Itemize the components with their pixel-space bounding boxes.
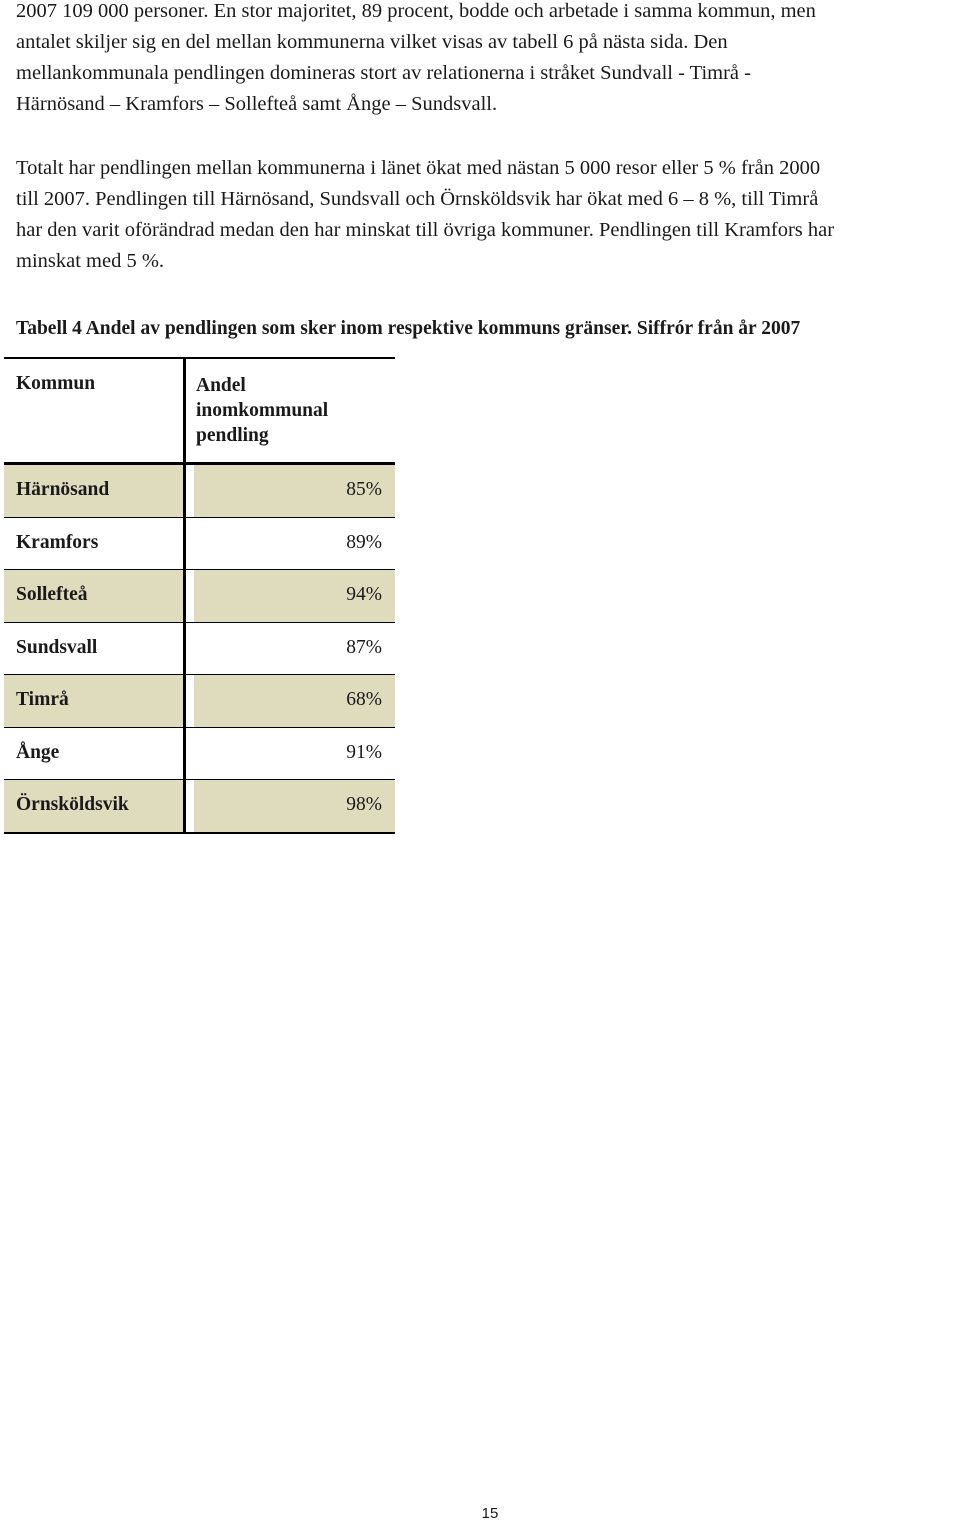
paragraph-line: Totalt har pendlingen mellan kommunerna i länet ökat med nästan 5 000 resor eller 5 % från 2000 bbox=[16, 157, 821, 179]
commute-table bbox=[4, 357, 395, 834]
cell-gap bbox=[186, 465, 194, 517]
row-andel: 98% bbox=[346, 794, 382, 815]
paragraph-line: minskat med 5 %. bbox=[16, 250, 165, 272]
paragraph-line: till 2007. Pendlingen till Härnösand, Sundsvall och Örnsköldsvik har ökat med 6 – 8 %, till Timrå bbox=[16, 188, 819, 210]
header-andel-line: Andel bbox=[196, 375, 246, 396]
row-kommun: Ånge bbox=[16, 741, 60, 763]
cell-gap bbox=[186, 570, 194, 622]
row-kommun: Sollefteå bbox=[16, 584, 88, 605]
cell-gap bbox=[186, 780, 194, 832]
row-andel: 91% bbox=[346, 741, 382, 763]
table-row bbox=[4, 518, 395, 571]
row-andel: 68% bbox=[346, 689, 382, 710]
paragraph-line: mellankommunala pendlingen domineras stort av relationerna i stråket Sundvall - Timrå - bbox=[16, 62, 751, 84]
column-divider bbox=[183, 359, 186, 462]
column-divider bbox=[183, 623, 186, 675]
row-kommun: Timrå bbox=[16, 689, 69, 710]
table-row bbox=[4, 465, 395, 518]
row-kommun: Sundsvall bbox=[16, 636, 98, 658]
row-andel: 85% bbox=[346, 479, 382, 500]
table-row bbox=[4, 570, 395, 623]
header-kommun: Kommun bbox=[16, 373, 96, 394]
table-caption: Tabell 4 Andel av pendlingen som sker inom respektive kommuns gränser. Siffrór från år 2007 bbox=[16, 318, 801, 339]
paragraph-line: antalet skiljer sig en del mellan kommunerna vilket visas av tabell 6 på nästa sida. Den bbox=[16, 31, 728, 53]
header-andel-line: inomkommunal bbox=[196, 400, 329, 421]
row-kommun: Kramfors bbox=[16, 531, 99, 553]
paragraph-2 bbox=[16, 153, 960, 277]
table-row bbox=[4, 728, 395, 781]
row-kommun: Härnösand bbox=[16, 479, 110, 500]
row-andel: 89% bbox=[346, 531, 382, 553]
row-kommun: Örnsköldsvik bbox=[16, 794, 129, 815]
paragraph-line: 2007 109 000 personer. En stor majoritet, 89 procent, bodde och arbetade i samma kommun, men bbox=[16, 0, 816, 22]
column-divider bbox=[183, 518, 186, 570]
column-divider bbox=[183, 728, 186, 780]
paragraph-1 bbox=[16, 0, 960, 120]
paragraph-line: Härnösand – Kramfors – Sollefteå samt Ånge – Sundsvall. bbox=[16, 93, 498, 115]
table-header bbox=[4, 357, 395, 465]
table-row bbox=[4, 780, 395, 834]
header-andel bbox=[196, 373, 376, 448]
row-andel: 87% bbox=[346, 636, 382, 658]
page-number: 15 bbox=[481, 1505, 499, 1522]
paragraph-line: har den varit oförändrad medan den har minskat till övriga kommuner. Pendlingen till Kramfors har bbox=[16, 219, 835, 241]
table-row bbox=[4, 675, 395, 728]
cell-gap bbox=[186, 675, 194, 727]
table-row bbox=[4, 623, 395, 676]
header-andel-line: pendling bbox=[196, 425, 269, 446]
row-andel: 94% bbox=[346, 584, 382, 605]
